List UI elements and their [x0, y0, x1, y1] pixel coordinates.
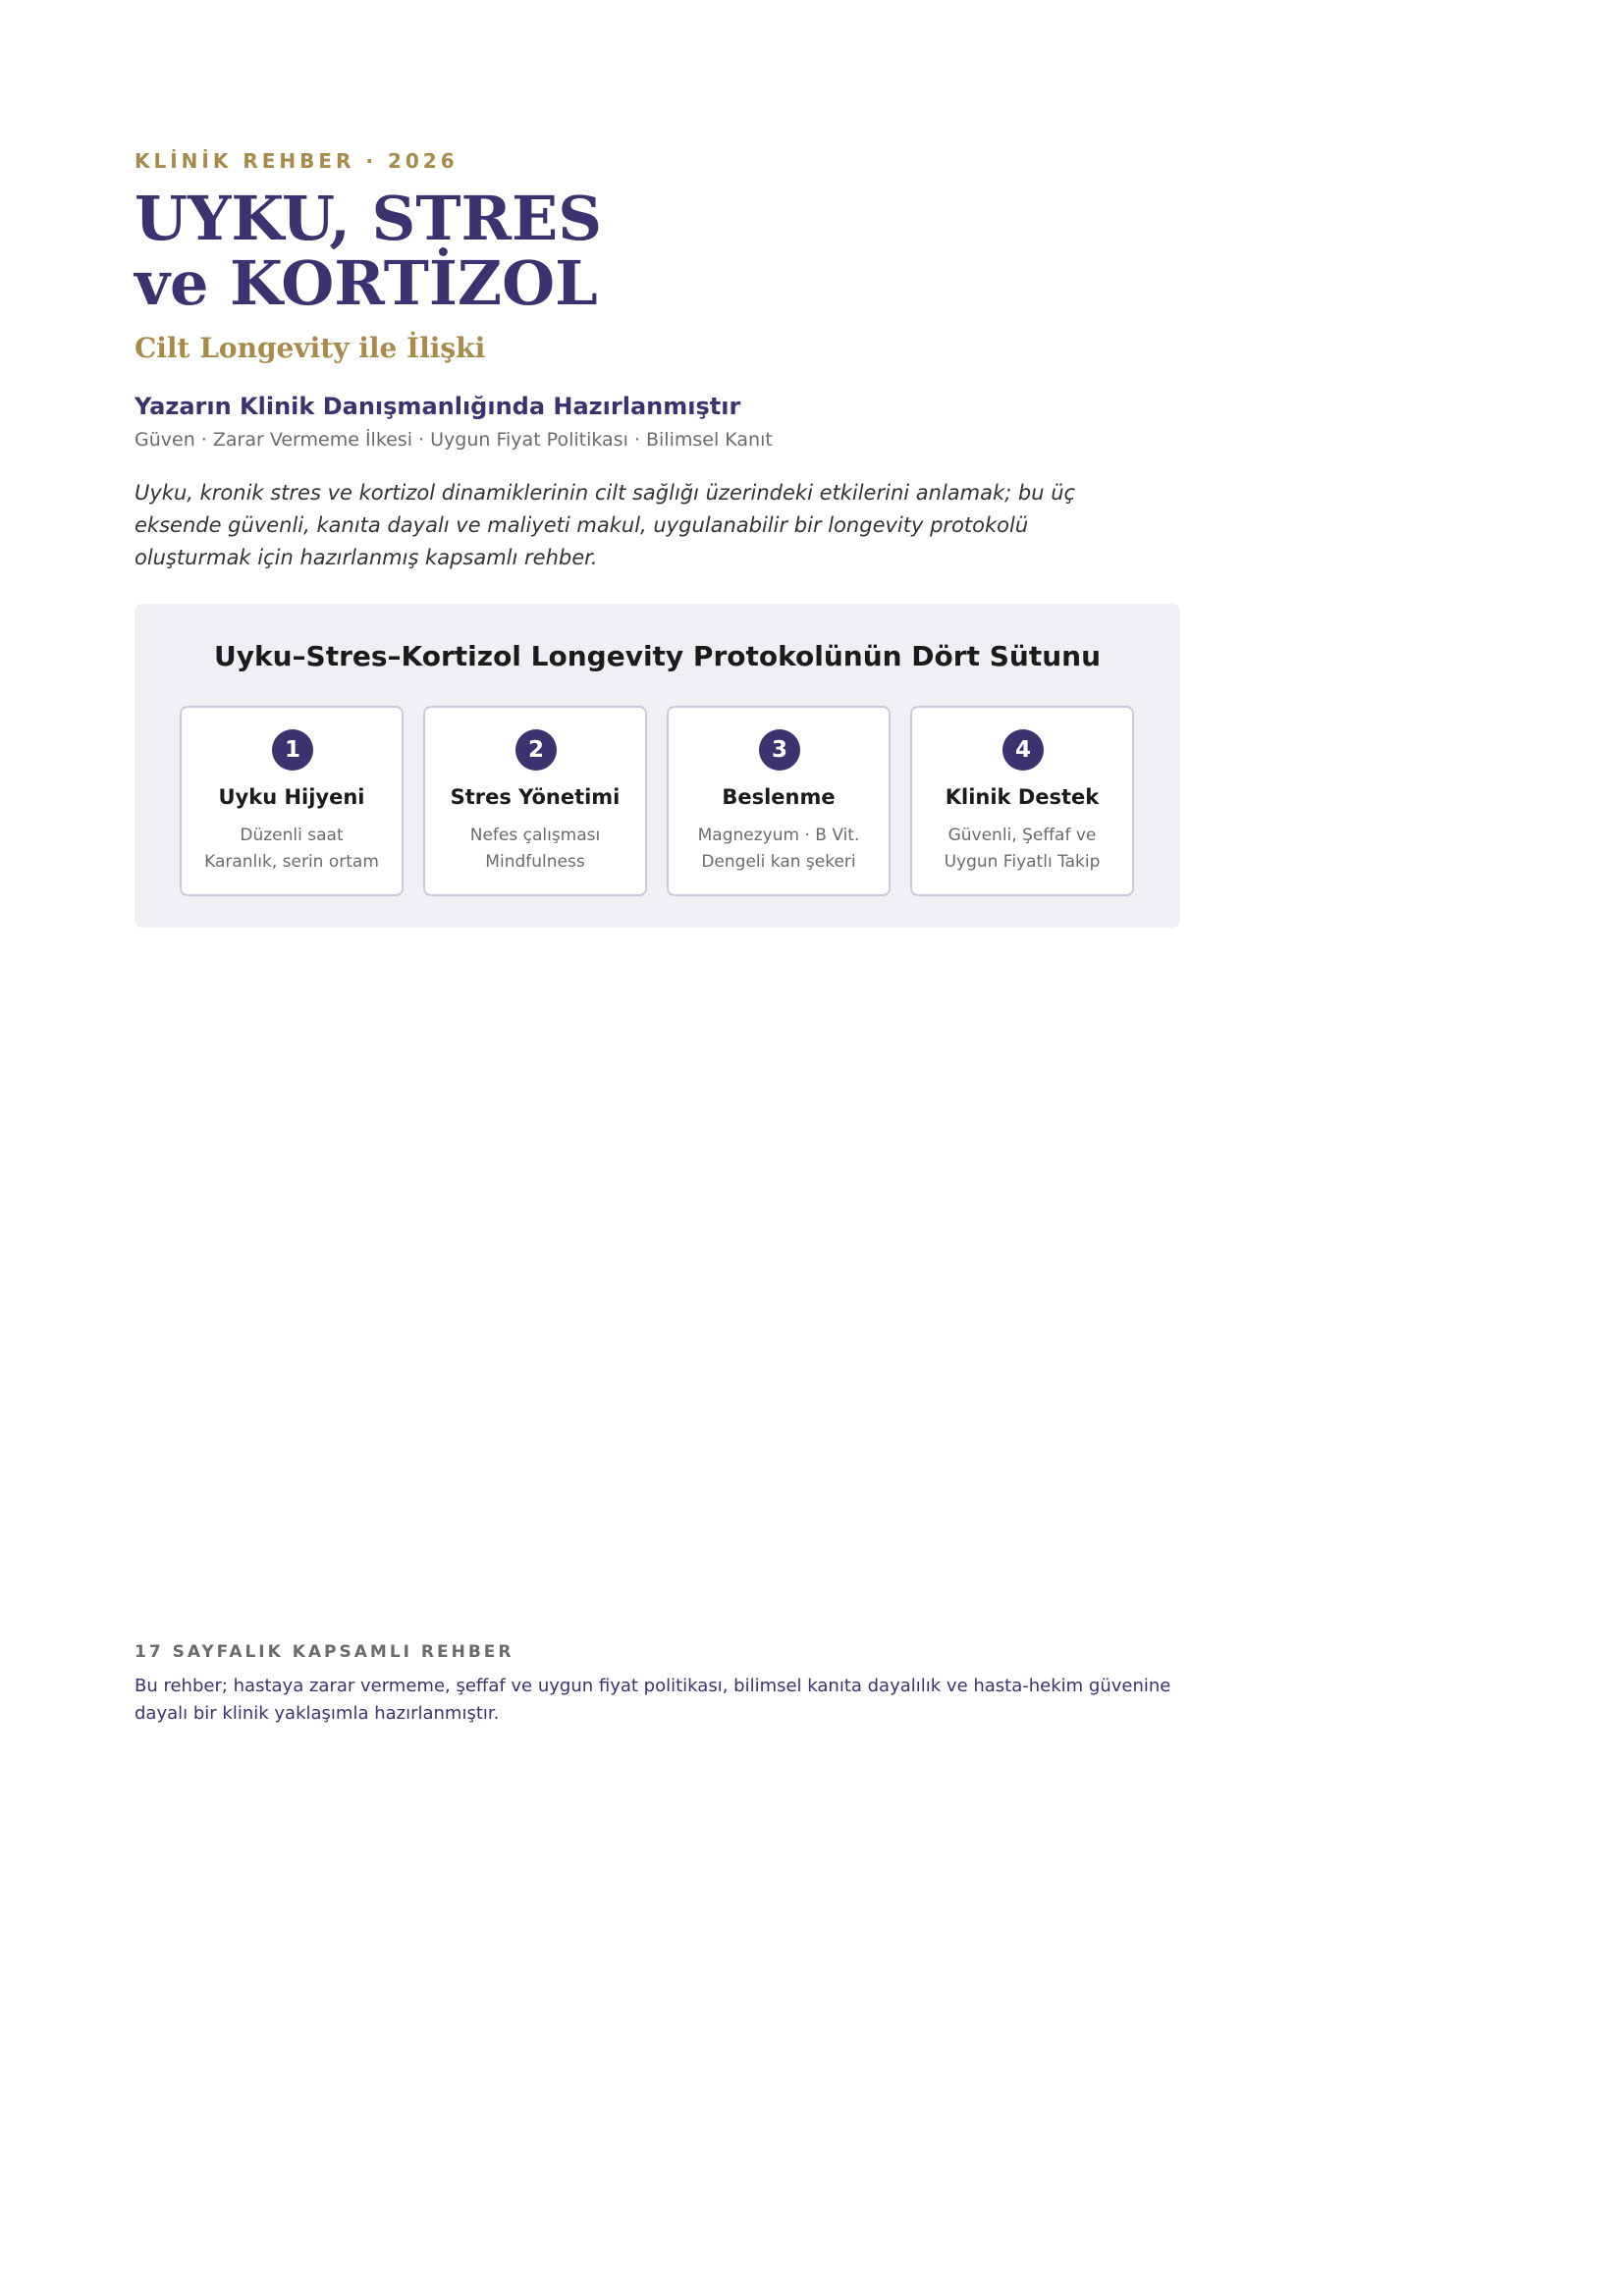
values-line: Güven · Zarar Vermeme İlkesi · Uygun Fiyat Politikası · Bilimsel Kanıt	[135, 429, 773, 451]
pillar-card-title: Stres Yönetimi	[450, 785, 621, 809]
pillar-number-badge: 1	[272, 729, 313, 771]
pillar-card-detail: Mindfulness	[485, 852, 585, 872]
pillar-card-detail: Uygun Fiyatlı Takip	[944, 852, 1101, 872]
pillar-card-detail: Dengeli kan şekeri	[701, 852, 856, 872]
title-line-2: ve KORTİZOL	[135, 247, 598, 319]
pillar-card-detail: Güvenli, Şeffaf ve	[947, 826, 1097, 845]
pillar-card-detail: Magnezyum · B Vit.	[697, 826, 860, 845]
intro-paragraph: Uyku, kronik stres ve kortizol dinamiklerinin cilt sağlığı üzerindeki etkilerini anlamak; bu üç eksende güvenli, kanıta dayalı ve maliyeti makul, uygulanabilir bir longevity protokolü oluşturmak için hazırlanmış kapsamlı rehber.	[135, 481, 1076, 569]
pillar-card-row	[180, 706, 1136, 898]
pillar-card-detail: Karanlık, serin ortam	[204, 852, 379, 872]
author-line: Yazarın Klinik Danışmanlığında Hazırlanmıştır	[135, 393, 741, 420]
footer-note: Bu rehber; hastaya zarar vermeme, şeffaf ve uygun fiyat politikası, bilimsel kanıta dayalılık ve hasta-hekim güvenine dayalı bir klinik yaklaşımla hazırlanmıştır.	[135, 1676, 1171, 1724]
pillars-title: Uyku–Stres–Kortizol Longevity Protokolünün Dört Sütunu	[213, 640, 1102, 672]
pillar-card-sleep	[180, 706, 404, 896]
pillar-card-stress	[423, 706, 647, 896]
pillar-card-detail: Nefes çalışması	[469, 826, 601, 845]
page-title	[135, 183, 603, 319]
title-line-1: UYKU, STRES	[135, 183, 603, 254]
pillar-number-badge: 3	[759, 729, 800, 771]
footer-label: 17 SAYFALIK KAPSAMLI REHBER	[135, 1642, 514, 1662]
pillar-card-clinical	[910, 706, 1134, 896]
pillar-card-title: Klinik Destek	[945, 785, 1100, 809]
pillar-card-title: Beslenme	[722, 785, 836, 809]
pillar-card-detail: Düzenli saat	[240, 826, 344, 845]
pillars-panel	[135, 604, 1180, 928]
pillar-number-badge: 2	[515, 729, 557, 771]
pillar-card-nutrition	[667, 706, 891, 896]
pillar-card-title: Uyku Hijyeni	[218, 785, 365, 809]
page-subtitle: Cilt Longevity ile İlişki	[135, 332, 486, 364]
pillar-number-badge: 4	[1002, 729, 1044, 771]
eyebrow-label: KLİNİK REHBER · 2026	[135, 149, 459, 173]
